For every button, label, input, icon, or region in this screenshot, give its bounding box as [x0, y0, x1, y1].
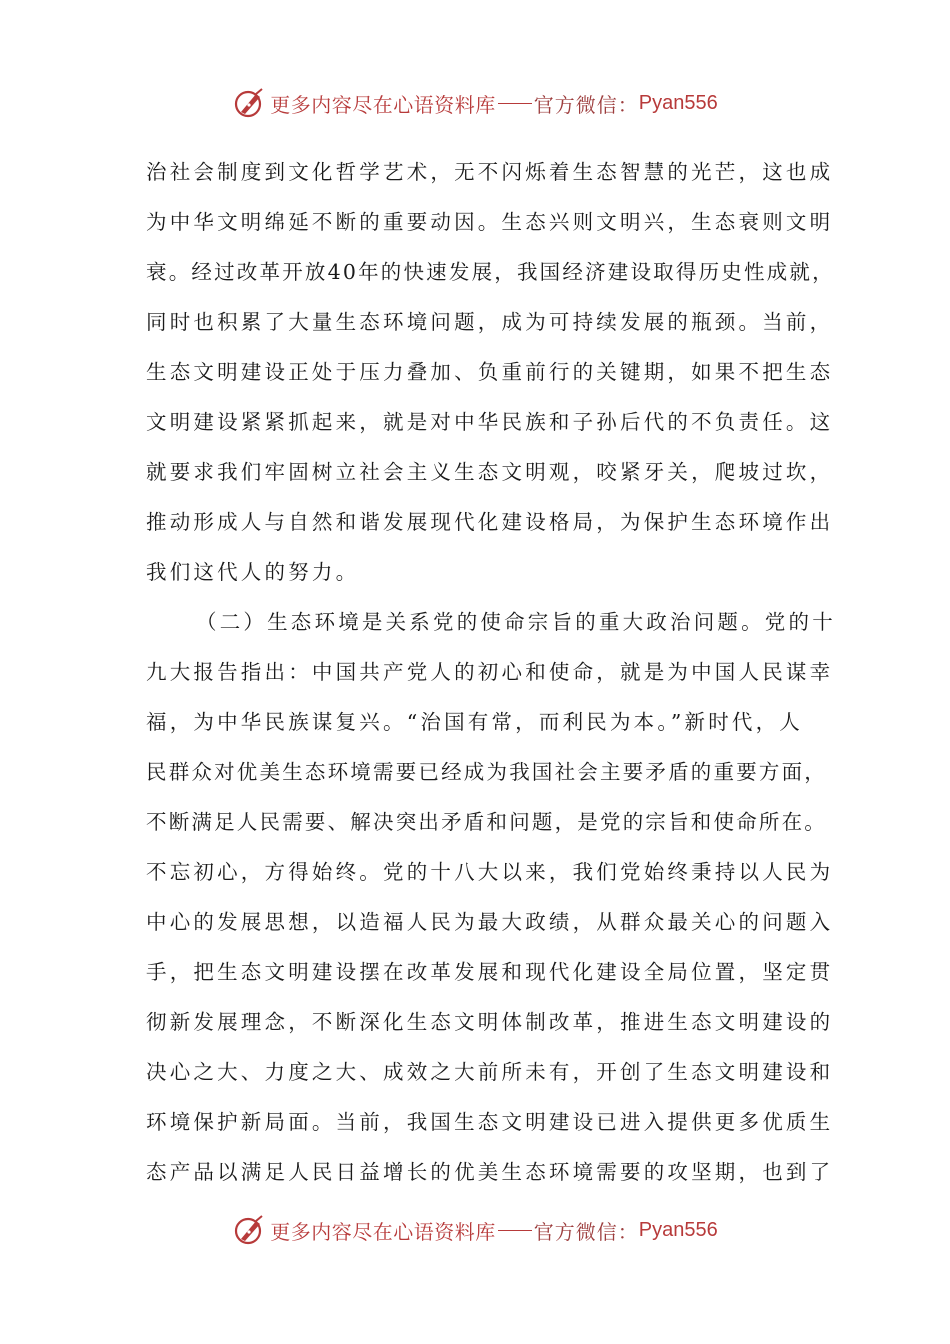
text-line: 不断满足人民需要、解决突出矛盾和问题，是党的宗旨和使命所在。 [146, 810, 827, 834]
banner-dash [498, 103, 532, 104]
text-line: 彻新发展理念，不断深化生态文明体制改革，推进生态文明建设的 [146, 1010, 834, 1034]
text-line: 九大报告指出：中国共产党人的初心和使命，就是为中国人民谋幸 [146, 660, 834, 684]
text-line: 同时也积累了大量生态环境问题，成为可持续发展的瓶颈。当前， [146, 310, 834, 334]
text-line: 环境保护新局面。当前，我国生态文明建设已进入提供更多优质生 [146, 1110, 834, 1134]
text-line: 生态文明建设正处于压力叠加、负重前行的关键期，如果不把生态 [146, 360, 834, 384]
text-line: 决心之大、力度之大、成效之大前所未有，开创了生态文明建设和 [146, 1060, 834, 1084]
banner-brand-text: 更多内容尽在心语资料库 [270, 1219, 496, 1244]
pen-nib-circle-icon [232, 86, 266, 120]
text-line: 就要求我们牢固树立社会主义生态文明观，咬紧牙关，爬坡过坎， [146, 460, 834, 484]
section-heading-line: （二）生态环境是关系党的使命宗旨的重大政治问题。党的十 [196, 610, 836, 634]
header-banner [0, 83, 950, 123]
banner-wechat-id: Pyan556 [638, 1218, 718, 1241]
text-line: 福，为中华民族谋复兴。“治国有常，而利民为本。”新时代，人 [146, 710, 804, 734]
text-line: 为中华文明绵延不断的重要动因。生态兴则文明兴，生态衰则文明 [146, 210, 834, 234]
text-line: 推动形成人与自然和谐发展现代化建设格局，为保护生态环境作出 [146, 510, 834, 534]
text-line: 文明建设紧紧抓起来，就是对中华民族和子孙后代的不负责任。这 [146, 410, 834, 434]
banner-dash [498, 1230, 532, 1231]
banner-official-label: 官方微信： [533, 92, 639, 117]
text-line: 不忘初心，方得始终。党的十八大以来，我们党始终秉持以人民为 [146, 860, 834, 884]
text-line: 态产品以满足人民日益增长的优美生态环境需要的攻坚期，也到了 [146, 1160, 834, 1184]
banner-wechat-id: Pyan556 [638, 91, 718, 114]
text-line: 治社会制度到文化哲学艺术，无不闪烁着生态智慧的光芒，这也成 [146, 160, 834, 184]
banner-official-label: 官方微信： [533, 1219, 639, 1244]
pen-nib-circle-icon [232, 1213, 266, 1247]
text-line: 我们这代人的努力。 [146, 560, 360, 584]
text-line: 衰。经过改革开放40年的快速发展，我国经济建设取得历史性成就， [146, 260, 835, 284]
document-body [146, 147, 836, 1197]
text-line: 手，把生态文明建设摆在改革发展和现代化建设全局位置，坚定贯 [146, 960, 834, 984]
footer-banner [0, 1210, 950, 1250]
text-line: 民群众对优美生态环境需要已经成为我国社会主要矛盾的重要方面， [146, 760, 827, 784]
banner-brand-text: 更多内容尽在心语资料库 [270, 92, 496, 117]
text-line: 中心的发展思想，以造福人民为最大政绩，从群众最关心的问题入 [146, 910, 834, 934]
